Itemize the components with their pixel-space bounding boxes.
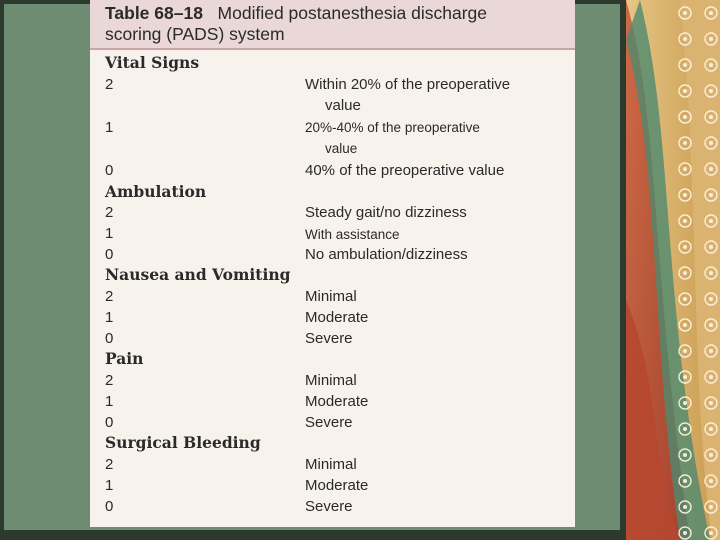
- table-title-line2: scoring (PADS) system: [105, 24, 285, 44]
- score-pain-0: 0: [105, 414, 114, 431]
- document-page: [90, 0, 575, 527]
- score-nausea-0: 0: [105, 330, 114, 347]
- desc-ambulation-2: Steady gait/no dizziness: [305, 204, 467, 221]
- section-heading-pain: Pain: [105, 349, 144, 368]
- desc-vital-2: [305, 74, 560, 116]
- score-vital-2: 2: [105, 76, 114, 93]
- table-number: Table 68–18: [105, 3, 203, 23]
- header-divider: [90, 48, 575, 50]
- desc-vital-1-line2: value: [325, 141, 358, 156]
- score-ambulation-0: 0: [105, 246, 114, 263]
- table-caption: [90, 0, 575, 48]
- desc-bleeding-2: Minimal: [305, 456, 357, 473]
- table-title-line1: Modified postanesthesia discharge: [217, 3, 488, 23]
- desc-bleeding-1: Moderate: [305, 477, 369, 494]
- score-ambulation-2: 2: [105, 204, 114, 221]
- score-vital-1: 1: [105, 119, 114, 136]
- score-bleeding-0: 0: [105, 498, 114, 515]
- section-heading-vital-signs: Vital Signs: [105, 53, 200, 72]
- desc-vital-1-line1: 20%-40% of the preoperative: [305, 120, 480, 135]
- desc-ambulation-0: No ambulation/dizziness: [305, 246, 468, 263]
- desc-ambulation-1: With assistance: [305, 227, 400, 242]
- score-vital-0: 0: [105, 162, 114, 179]
- score-nausea-1: 1: [105, 309, 114, 326]
- section-heading-ambulation: Ambulation: [105, 182, 207, 201]
- score-ambulation-1: 1: [105, 225, 114, 242]
- desc-vital-2-line1: Within 20% of the preoperative: [305, 76, 511, 93]
- desc-bleeding-0: Severe: [305, 498, 353, 515]
- section-heading-surgical-bleeding: Surgical Bleeding: [105, 433, 261, 452]
- desc-pain-1: Moderate: [305, 393, 369, 410]
- score-pain-1: 1: [105, 393, 114, 410]
- score-nausea-2: 2: [105, 288, 114, 305]
- desc-nausea-2: Minimal: [305, 288, 357, 305]
- desc-nausea-0: Severe: [305, 330, 353, 347]
- decorative-pattern-panel: [620, 0, 720, 540]
- desc-pain-2: Minimal: [305, 372, 357, 389]
- desc-vital-0: 40% of the preoperative value: [305, 162, 505, 179]
- score-bleeding-1: 1: [105, 477, 114, 494]
- frame-bottom-border: [0, 530, 620, 540]
- score-bleeding-2: 2: [105, 456, 114, 473]
- desc-nausea-1: Moderate: [305, 309, 369, 326]
- desc-vital-1: [305, 117, 560, 159]
- decorative-pattern: [620, 0, 720, 540]
- desc-pain-0: Severe: [305, 414, 353, 431]
- score-pain-2: 2: [105, 372, 114, 389]
- section-heading-nausea-vomiting: Nausea and Vomiting: [105, 265, 291, 284]
- desc-vital-2-line2: value: [325, 97, 361, 114]
- frame-left-border: [0, 0, 4, 540]
